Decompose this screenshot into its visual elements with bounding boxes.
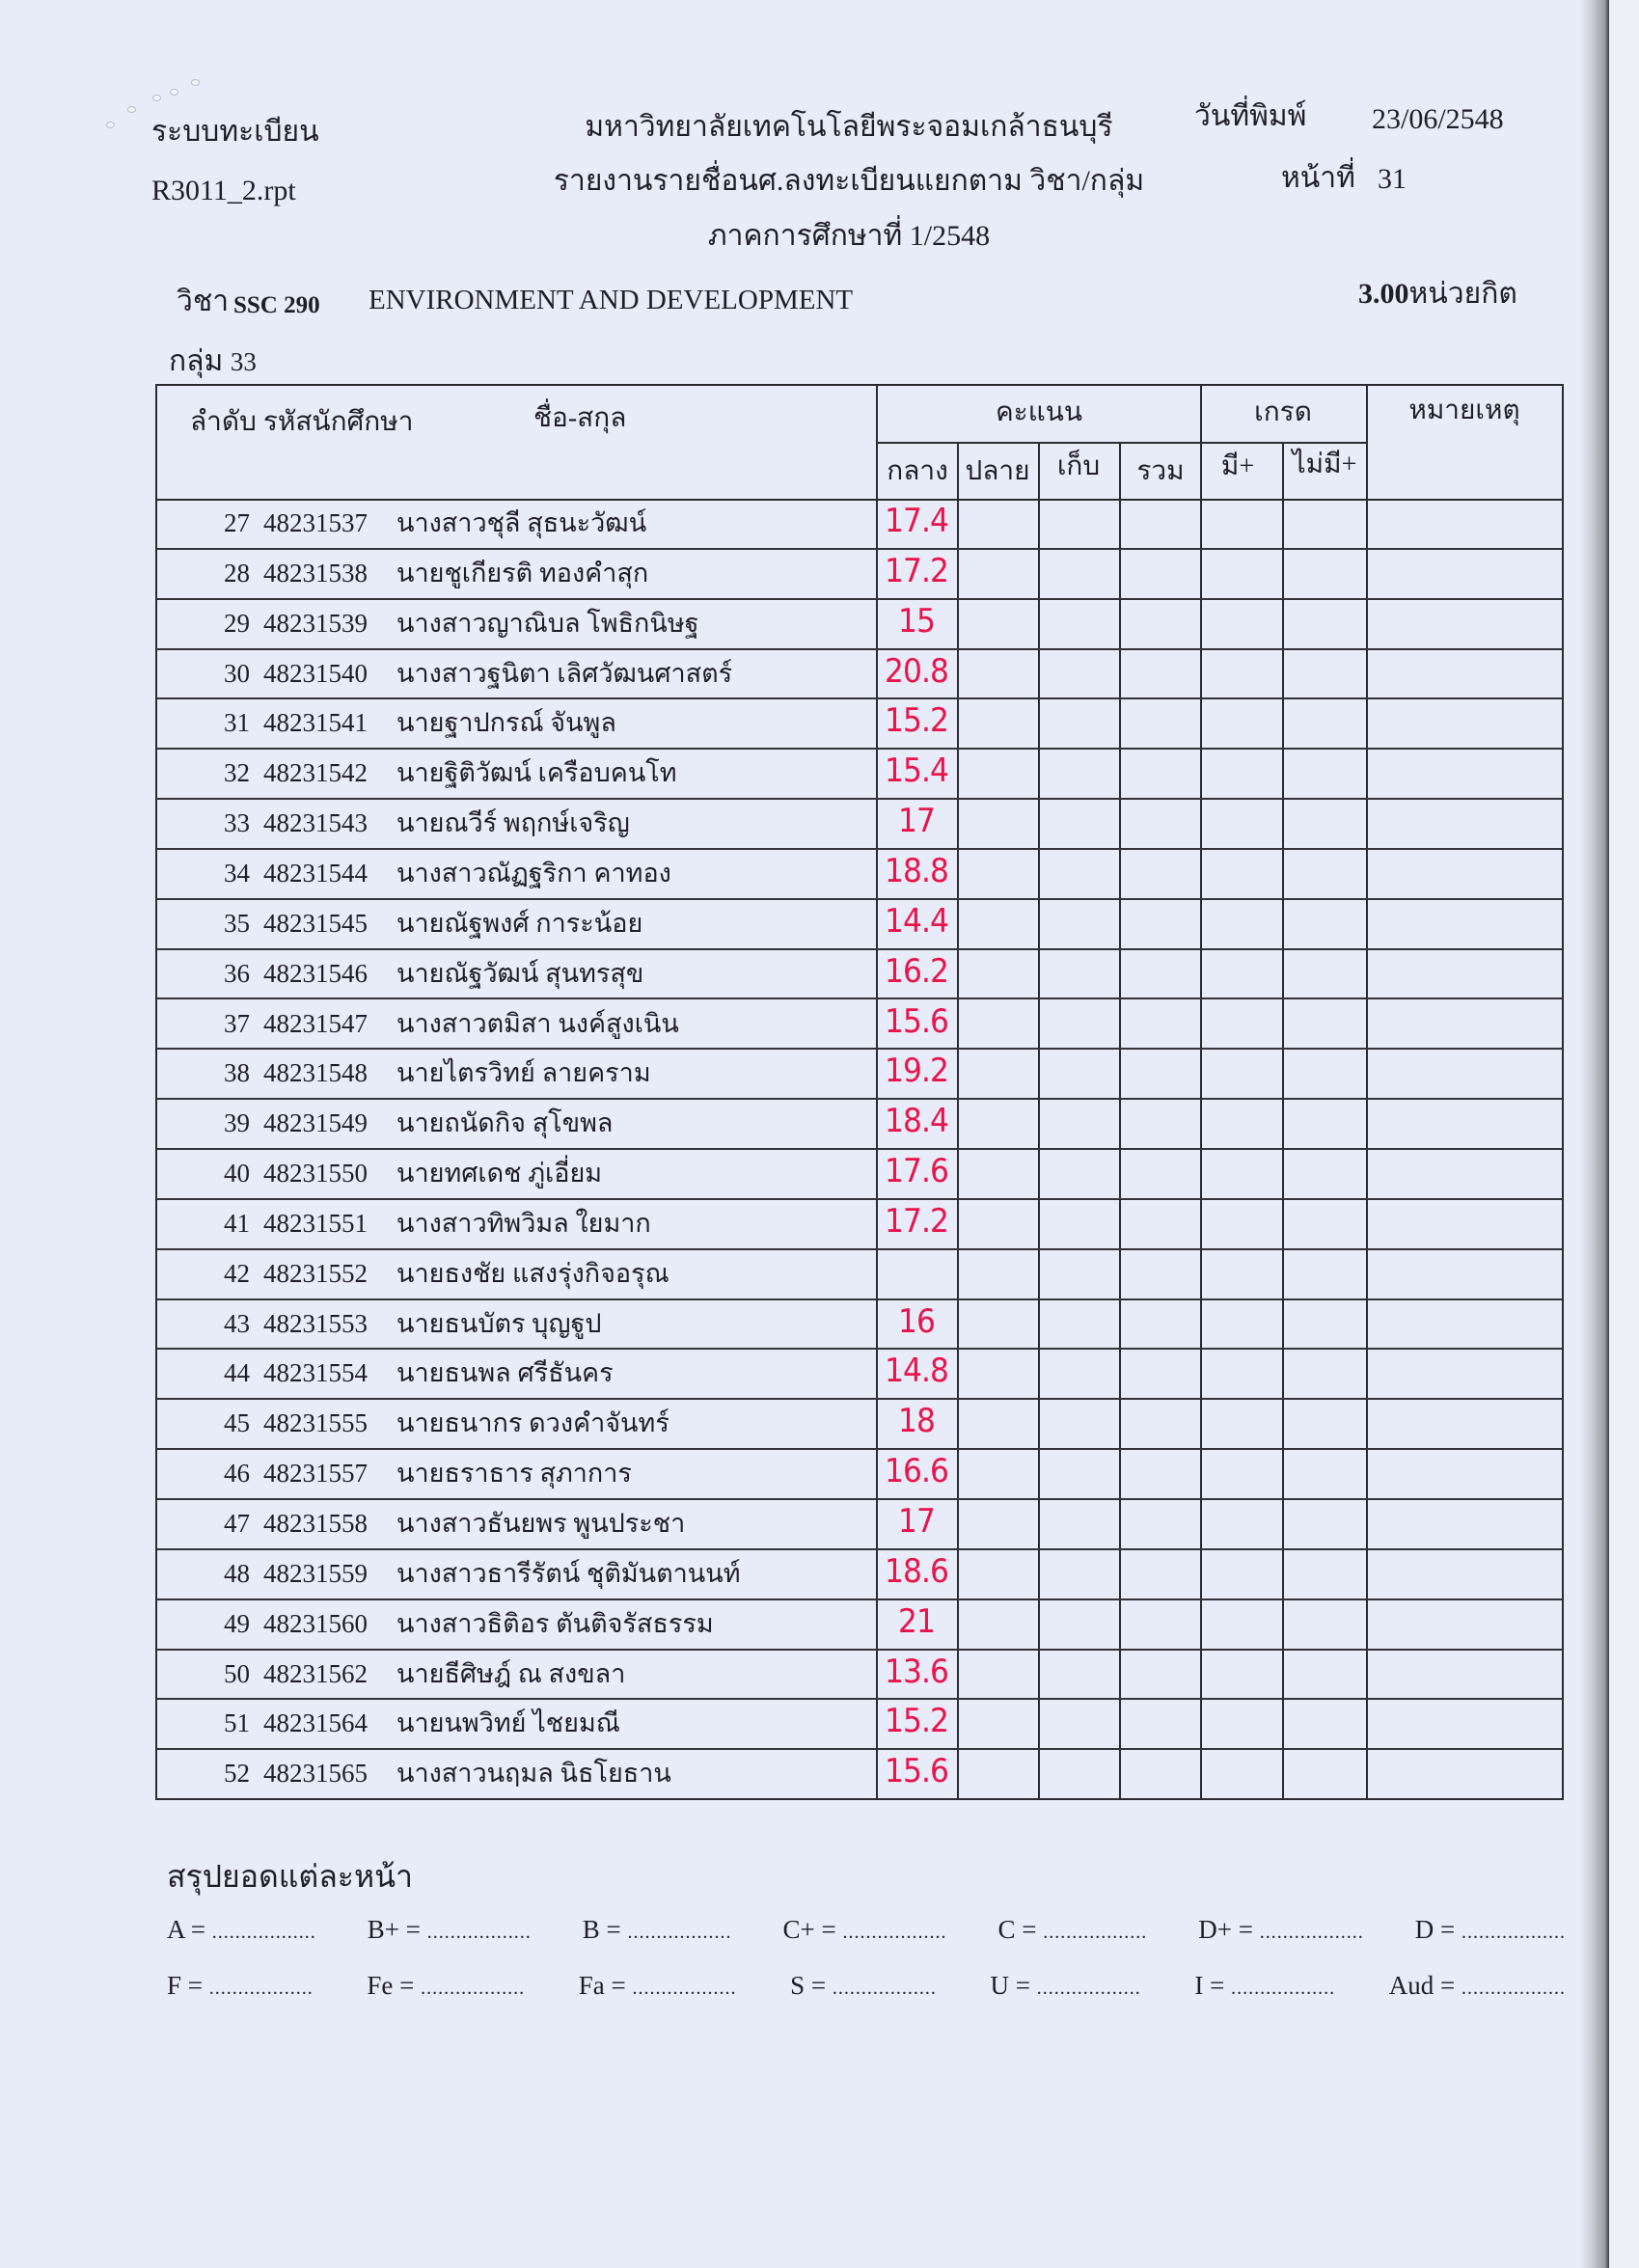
row-midterm-score: 17.2 [885, 551, 948, 590]
row-student-name: นางสาวณัฏฐริกา คาทอง [396, 858, 671, 888]
row-rank: 29 [224, 608, 250, 638]
row-student-name: นางสาวธิติอร ตันติจรัสธรรม [396, 1608, 714, 1638]
row-rank: 33 [224, 808, 250, 838]
summary-grade-label: S = [790, 1971, 827, 2000]
summary-grade-label: D = [1414, 1915, 1456, 1944]
table-row [157, 1399, 1562, 1449]
row-student-id: 48231545 [263, 908, 368, 938]
summary-field [1389, 1971, 1566, 2001]
summary-title: สรุปยอดแต่ละหน้า [167, 1859, 413, 1894]
table-row [157, 549, 1562, 599]
summary-field [368, 1915, 532, 1945]
header-scores: คะแนน [995, 397, 1083, 427]
course-label: วิชา [177, 286, 230, 317]
header-remarks: หมายเหตุ [1408, 396, 1520, 425]
summary-field [1198, 1915, 1363, 1945]
row-student-id: 48231558 [263, 1509, 368, 1538]
table-row [157, 1499, 1562, 1549]
student-table [155, 384, 1564, 1800]
summary-blank: .................. [832, 1978, 937, 1999]
row-student-id: 48231538 [263, 558, 368, 587]
page-number: 31 [1378, 163, 1407, 195]
row-student-name: นายธนพล ศรีธันคร [396, 1358, 614, 1388]
row-student-id: 48231560 [263, 1608, 368, 1638]
row-student-name: นางสาวธารีรัตน์ ชุติมันตานนท์ [396, 1558, 741, 1588]
row-rank: 49 [224, 1608, 250, 1638]
row-midterm-score: 17.6 [885, 1152, 948, 1191]
system-name: ระบบทะเบียน [151, 116, 319, 148]
summary-grade-label: U = [990, 1971, 1031, 2000]
summary-grade-label: B = [582, 1915, 621, 1944]
row-midterm-score: 18.4 [885, 1102, 948, 1141]
header-grade: เกรด [1254, 397, 1312, 427]
row-midterm-score: 19.2 [885, 1052, 948, 1091]
summary-grade-label: C+ = [782, 1915, 836, 1944]
summary-grade-label: F = [167, 1971, 203, 2000]
summary-grade-label: D+ = [1198, 1915, 1253, 1944]
row-student-name: นายธงชัย แสงรุ่งกิจอรุณ [396, 1258, 669, 1288]
summary-blank: .................. [1043, 1922, 1148, 1943]
row-student-id: 48231552 [263, 1258, 368, 1288]
semester: ภาคการศึกษาที่ 1/2548 [707, 220, 991, 252]
row-student-name: นายฐาปกรณ์ จันพูล [396, 708, 616, 738]
row-rank: 40 [224, 1159, 250, 1189]
row-rank: 34 [224, 858, 250, 888]
row-rank: 42 [224, 1258, 250, 1288]
summary-blank: .................. [632, 1978, 737, 1999]
university-name: มหาวิทยาลัยเทคโนโลยีพระจอมเกล้าธนบุรี [585, 111, 1113, 143]
row-student-name: นายนพวิทย์ ไชยมณี [396, 1708, 620, 1738]
table-row [157, 999, 1562, 1050]
summary-field [579, 1971, 737, 2001]
row-midterm-score: 14.4 [885, 901, 948, 941]
row-rank: 39 [224, 1108, 250, 1138]
row-midterm-score: 15 [898, 601, 935, 641]
row-student-name: นายชูเกียรติ ทองคำสุก [396, 558, 649, 587]
row-student-name: นางสาวนฤมล นิธโยธาน [396, 1759, 671, 1789]
row-student-id: 48231539 [263, 608, 368, 638]
credits-unit: หน่วยกิต [1408, 278, 1517, 310]
table-row [157, 1249, 1562, 1299]
summary-grade-label: Fa = [578, 1971, 626, 2000]
header-no-plus: ไม่มี+ [1292, 450, 1357, 479]
row-midterm-score: 15.6 [885, 1001, 948, 1041]
row-student-id: 48231549 [263, 1108, 368, 1138]
table-row [157, 1650, 1562, 1700]
row-rank: 50 [224, 1658, 250, 1688]
row-rank: 38 [224, 1058, 250, 1088]
subheader-line [877, 442, 1367, 444]
table-row [157, 1199, 1562, 1249]
table-row [157, 1599, 1562, 1650]
group-label: กลุ่ม [169, 345, 224, 377]
course-name: ENVIRONMENT AND DEVELOPMENT [369, 285, 854, 315]
summary-grade-label: Fe = [367, 1971, 415, 2000]
table-row [157, 1699, 1562, 1749]
row-midterm-score: 15.2 [885, 701, 948, 741]
row-student-id: 48231544 [263, 858, 368, 888]
summary-blank: .................. [421, 1978, 526, 1999]
row-rank: 41 [224, 1208, 250, 1238]
row-student-id: 48231541 [263, 708, 368, 738]
table-row [157, 749, 1562, 799]
summary-blank: .................. [1231, 1978, 1336, 1999]
summary-grade-label: C = [997, 1915, 1037, 1944]
row-student-name: นายธนบัตร บุญฐูป [396, 1308, 602, 1338]
summary-field [790, 1971, 937, 2001]
page-label: หน้าที่ [1281, 162, 1355, 194]
row-student-name: นางสาวญาณิบล โพธิกนิษฐ [396, 608, 699, 638]
row-midterm-score: 13.6 [885, 1652, 948, 1691]
summary-grade-label: I = [1194, 1971, 1225, 2000]
row-student-id: 48231564 [263, 1708, 368, 1738]
summary-field [998, 1915, 1148, 1945]
row-midterm-score: 15.6 [885, 1752, 948, 1791]
row-rank: 32 [224, 758, 250, 788]
row-midterm-score: 16.2 [885, 951, 948, 991]
row-student-id: 48231550 [263, 1159, 368, 1189]
summary-blank: .................. [842, 1922, 947, 1943]
summary-row-2 [167, 1971, 1566, 2001]
row-student-id: 48231543 [263, 808, 368, 838]
summary-grade-label: B+ = [367, 1915, 421, 1944]
row-student-name: นางสาวธันยพร พูนประชา [396, 1509, 686, 1538]
row-rank: 46 [224, 1459, 250, 1489]
row-student-id: 48231546 [263, 958, 368, 988]
summary-grade-label: A = [167, 1915, 205, 1944]
table-row [157, 599, 1562, 649]
table-row [157, 949, 1562, 999]
credits-value: 3.00 [1358, 278, 1409, 310]
summary-field [1415, 1915, 1566, 1945]
summary-field [167, 1971, 314, 2001]
row-rank: 52 [224, 1759, 250, 1789]
summary-blank: .................. [208, 1978, 314, 1999]
summary-row-1 [167, 1915, 1566, 1945]
print-date: 23/06/2548 [1372, 103, 1504, 135]
table-row [157, 1549, 1562, 1599]
summary-blank: .................. [1259, 1922, 1364, 1943]
header-rank-id: ลำดับ รหัสนักศึกษา [190, 407, 414, 437]
report-file: R3011_2.rpt [151, 175, 296, 206]
report-title: รายงานรายชื่อนศ.ลงทะเบียนแยกตาม วิชา/กลุ่ม [553, 165, 1145, 197]
row-student-name: นายณวีร์ พฤกษ์เจริญ [396, 808, 630, 838]
row-midterm-score: 17.2 [885, 1201, 948, 1241]
summary-blank: .................. [1036, 1978, 1141, 1999]
row-student-id: 48231555 [263, 1408, 368, 1438]
row-student-name: นายธีศิษฎ์ ณ สงขลา [396, 1658, 626, 1688]
row-rank: 31 [224, 708, 250, 738]
summary-field [991, 1971, 1141, 2001]
row-student-id: 48231537 [263, 508, 368, 537]
row-student-id: 48231559 [263, 1558, 368, 1588]
row-midterm-score: 18 [898, 1402, 935, 1441]
row-student-name: นายธนากร ดวงคำจันทร์ [396, 1408, 669, 1438]
table-row [157, 1349, 1562, 1399]
course-credits [1358, 280, 1517, 309]
summary-grade-label: Aud = [1388, 1971, 1456, 2000]
row-rank: 36 [224, 958, 250, 988]
row-student-id: 48231565 [263, 1759, 368, 1789]
row-midterm-score: 16.6 [885, 1452, 948, 1491]
row-midterm-score: 18.6 [885, 1551, 948, 1591]
summary-field [167, 1915, 316, 1945]
scanner-edge-shadow [1580, 0, 1609, 2268]
row-rank: 45 [224, 1408, 250, 1438]
table-row [157, 849, 1562, 899]
row-student-name: นางสาวฐนิตา เลิศวัฒนศาสตร์ [396, 658, 733, 688]
row-midterm-score: 14.8 [885, 1352, 948, 1391]
row-rank: 44 [224, 1358, 250, 1388]
row-rank: 43 [224, 1308, 250, 1338]
header-coursework: เก็บ [1056, 451, 1101, 481]
header-final: ปลาย [965, 456, 1030, 486]
summary-blank: .................. [211, 1922, 316, 1943]
row-student-id: 48231548 [263, 1058, 368, 1088]
table-row [157, 1749, 1562, 1799]
row-rank: 48 [224, 1558, 250, 1588]
summary-field [583, 1915, 732, 1945]
row-student-name: นางสาวทิพวิมล ใยมาก [396, 1208, 651, 1238]
row-student-name: นายฐิติวัฒน์ เครือบคนโท [396, 758, 677, 788]
row-student-name: นายทศเดช ภู่เอี่ยม [396, 1159, 603, 1189]
row-rank: 37 [224, 1008, 250, 1038]
summary-field [1194, 1971, 1335, 2001]
table-row [157, 499, 1562, 549]
table-row [157, 1149, 1562, 1199]
row-student-name: นายธราธาร สุภาการ [396, 1459, 632, 1489]
row-midterm-score: 15.4 [885, 751, 948, 791]
row-student-id: 48231557 [263, 1459, 368, 1489]
table-row [157, 1099, 1562, 1149]
row-midterm-score: 18.8 [885, 851, 948, 890]
row-student-id: 48231551 [263, 1208, 368, 1238]
table-row [157, 799, 1562, 849]
summary-blank: .................. [1461, 1978, 1566, 1999]
table-row [157, 1049, 1562, 1099]
row-student-name: นายณัฐวัฒน์ สุนทรสุข [396, 958, 644, 988]
row-midterm-score: 17 [898, 802, 935, 841]
group-number: 33 [230, 347, 257, 376]
row-student-id: 48231547 [263, 1008, 368, 1038]
course-code: SSC 290 [233, 292, 320, 318]
row-rank: 30 [224, 658, 250, 688]
table-row [157, 1299, 1562, 1350]
row-student-name: นางสาวชุลี สุธนะวัฒน์ [396, 508, 647, 537]
row-student-id: 48231542 [263, 758, 368, 788]
row-student-name: นายถนัดกิจ สุโขพล [396, 1108, 614, 1138]
row-midterm-score: 21 [898, 1601, 935, 1641]
summary-field [367, 1971, 525, 2001]
summary-blank: .................. [1461, 1922, 1566, 1943]
row-midterm-score: 17 [898, 1502, 935, 1541]
table-row [157, 899, 1562, 949]
print-date-label: วันที่พิมพ์ [1194, 100, 1307, 132]
row-rank: 28 [224, 558, 250, 587]
row-student-name: นายณัฐพงศ์ การะน้อย [396, 908, 643, 938]
header-plus: มี+ [1220, 451, 1255, 481]
header-total: รวม [1136, 456, 1185, 486]
row-rank: 51 [224, 1708, 250, 1738]
row-rank: 27 [224, 508, 250, 537]
row-student-name: นายไตรวิทย์ ลายคราม [396, 1058, 651, 1088]
header-midterm: กลาง [887, 456, 948, 486]
row-rank: 47 [224, 1509, 250, 1538]
row-midterm-score: 16 [898, 1301, 935, 1341]
row-midterm-score: 20.8 [885, 651, 948, 691]
row-rank: 35 [224, 908, 250, 938]
row-midterm-score: 15.2 [885, 1702, 948, 1741]
row-student-id: 48231553 [263, 1308, 368, 1338]
row-student-name: นางสาวตมิสา นงค์สูงเนิน [396, 1008, 679, 1038]
summary-blank: .................. [627, 1922, 732, 1943]
summary-field [783, 1915, 947, 1945]
summary-blank: .................. [426, 1922, 532, 1943]
row-midterm-score: 17.4 [885, 502, 948, 540]
row-student-id: 48231554 [263, 1358, 368, 1388]
table-row [157, 1449, 1562, 1499]
group [169, 347, 257, 376]
table-row [157, 649, 1562, 699]
row-student-id: 48231540 [263, 658, 368, 688]
table-row [157, 698, 1562, 749]
row-student-id: 48231562 [263, 1658, 368, 1688]
header-name: ชื่อ-สกุล [533, 403, 627, 433]
